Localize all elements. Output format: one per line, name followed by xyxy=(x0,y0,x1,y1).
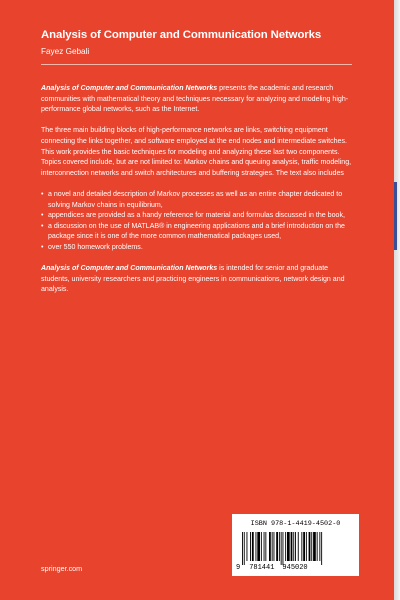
barcode-panel xyxy=(232,514,359,576)
blurb-intro-text: presents the academic and research communities with mathematical theory and techniques necessary for analyzing and modeling high-performance global networks, such as the Internet. xyxy=(41,85,349,114)
edge-marker xyxy=(394,182,397,250)
barcode-digit-prefix: 9 xyxy=(236,564,241,572)
blurb-audience-title: Analysis of Computer and Communication Networks xyxy=(41,265,218,273)
blurb-audience-text: is intended for senior and graduate students, university researchers and practicing engineers in communications, network design and analysis. xyxy=(41,265,345,294)
barcode-bar xyxy=(265,532,266,561)
barcode-bar xyxy=(311,532,312,561)
barcode-digits xyxy=(236,564,356,572)
publisher-url: springer.com xyxy=(41,564,83,573)
blurb-paragraph-topics: The three main building blocks of high-performance networks are links, switching equipment connecting the links together, and software employed at the end nodes and intermediate switches. This work provides the basic techniques for modeling and analyzing these last two components. Topics covered include, but are not limited to: Markov chains and queuing analysis, traffic modeling, interconnection networks and switch architectures and buffering strategies. The text also includes xyxy=(41,127,352,177)
title-divider xyxy=(41,64,352,65)
barcode-bar xyxy=(293,532,294,561)
feature-item: • appendices are provided as a handy reference for material and formulas discussed in the book, xyxy=(41,211,356,222)
barcode-bar xyxy=(321,532,322,565)
barcode-bar xyxy=(283,532,284,565)
barcode-bar xyxy=(274,532,275,561)
page-edge xyxy=(394,0,400,600)
feature-list xyxy=(41,190,356,254)
barcode-bar xyxy=(276,532,278,561)
feature-item: • a discussion on the use of MATLAB® in engineering applications and a brief introduction on the package since it is one of the more common mathematical packages used, xyxy=(41,222,356,243)
isbn-label: ISBN 978-1-4419-4502-0 xyxy=(250,520,341,528)
barcode-bar xyxy=(287,532,290,561)
barcode-bar xyxy=(281,532,282,565)
barcode-bar xyxy=(291,532,293,561)
blurb-paragraph-intro xyxy=(41,84,356,116)
feature-item: • over 550 homework problems. xyxy=(41,243,356,254)
barcode-bar xyxy=(279,532,280,561)
barcode-digits-left: 781441 xyxy=(249,564,275,572)
barcode-bar xyxy=(313,532,316,561)
book-author: Fayez Gebali xyxy=(41,47,90,56)
barcode-image xyxy=(240,532,352,565)
feature-item: • a novel and detailed description of Markov processes as well as an entire chapter dedicated to solving Markov chains in equilibrium, xyxy=(41,190,356,211)
barcode-bar xyxy=(306,532,307,561)
barcode-bar xyxy=(309,532,311,561)
barcode-bar xyxy=(250,532,251,561)
barcode-bar xyxy=(301,532,302,561)
barcode-bar xyxy=(272,532,273,561)
barcode-bar xyxy=(247,532,248,561)
barcode-bar xyxy=(252,532,254,561)
cover-blurb xyxy=(41,84,356,306)
barcode-bar xyxy=(257,532,260,561)
blurb-intro-title: Analysis of Computer and Communication Networks xyxy=(41,85,218,92)
barcode-bar xyxy=(285,532,286,561)
barcode-bar xyxy=(317,532,318,561)
book-title: Analysis of Computer and Communication Networks xyxy=(41,29,322,41)
barcode-bar xyxy=(295,532,296,561)
blurb-paragraph-audience xyxy=(41,264,356,296)
barcode-bar xyxy=(269,532,271,561)
barcode-digits-right: 945020 xyxy=(282,564,308,572)
barcode-bar xyxy=(319,532,320,561)
barcode-bar xyxy=(298,532,299,561)
barcode-bar xyxy=(264,532,265,561)
barcode-bar xyxy=(242,532,243,565)
barcode-bar xyxy=(303,532,305,561)
barcode-bar xyxy=(256,532,257,561)
barcode-bar xyxy=(244,532,245,565)
barcode-bar xyxy=(261,532,262,561)
